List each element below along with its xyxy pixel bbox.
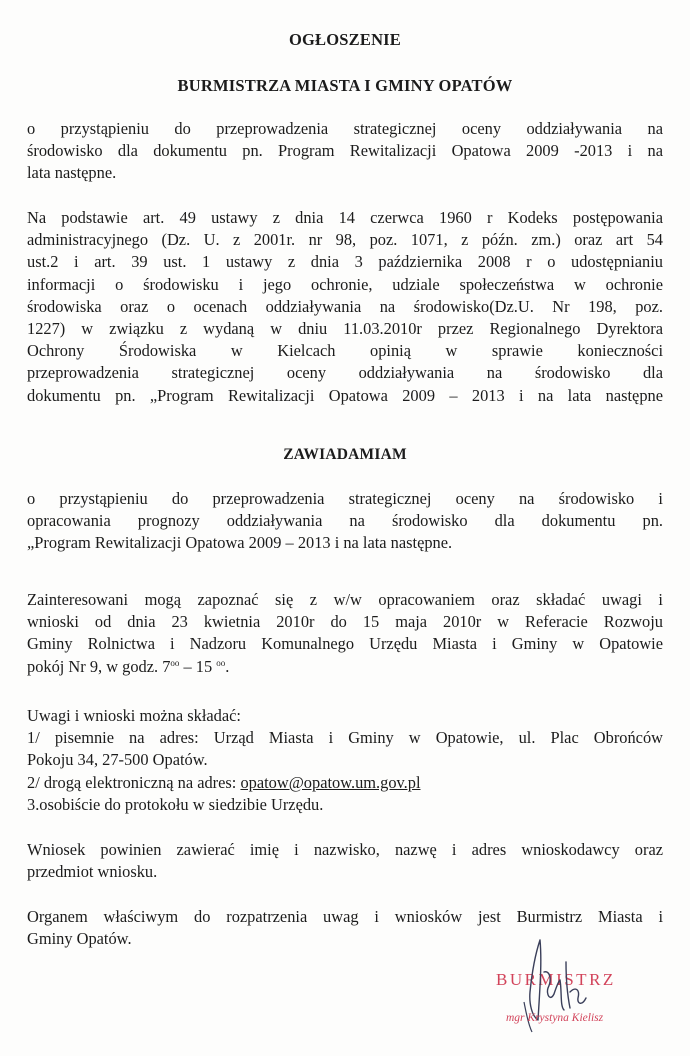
hours-end-superscript: oo (216, 657, 226, 668)
text-line: Wniosek powinien zawierać imię i nazwisko, nazwę i adres wnioskodawcy oraz (27, 840, 663, 859)
text-line: Organem właściwym do rozpatrzenia uwag i wniosków jest Burmistrz Miasta i (27, 907, 663, 926)
handwritten-signature (480, 932, 680, 1042)
submission-paragraph (27, 705, 663, 816)
signature-stroke (530, 940, 586, 1020)
text-line: Uwagi i wnioski można składać: (27, 706, 241, 725)
text-line: dokumentu pn. „Program Rewitalizacji Opatowa 2009 – 2013 i na lata następne (27, 385, 663, 405)
text-line: 1/ pisemnie na adres: Urząd Miasta i Gminy w Opatowie, ul. Plac Obrońców (27, 728, 663, 748)
consultation-paragraph (27, 589, 663, 678)
text-line: Na podstawie art. 49 ustawy z dnia 14 czerwca 1960 r Kodeks postępowania (27, 208, 663, 227)
stamp-signatory-name: mgr Krystyna Kielisz (506, 1012, 604, 1024)
text-line: lata następne. (27, 163, 117, 183)
text-line: wnioski od dnia 23 kwietnia 2010r do 15 maja 2010r w Referacie Rozwoju (27, 612, 663, 632)
text-line: o przystąpieniu do przeprowadzenia strategicznej oceny na środowisko i (27, 489, 663, 508)
text-line: administracyjnego (Dz. U. z 2001r. nr 98, poz. 1071, z późn. zm.) oraz art 54 (27, 230, 663, 250)
text-line: 3.osobiście do protokołu w siedzibie Urzędu. (27, 794, 324, 814)
intro-paragraph (27, 118, 663, 185)
text-line: informacji o środowisku i jego ochronie, udziale społeczeństwa w ochronie (27, 274, 663, 294)
hours-middle: – 15 (179, 656, 217, 676)
text-line: Gminy Rolnictwa i Nadzoru Komunalnego Urzędu Miasta i Gminy w Opatowie (27, 634, 663, 654)
application-paragraph (27, 839, 663, 883)
text-line: środowiska oraz o ocenach oddziaływania na środowisko(Dz.U. Nr 198, poz. (27, 296, 663, 316)
stamp-title: BURMISTRZ (496, 970, 616, 989)
text-line: 1227) w związku z wydaną w dniu 11.03.2010r przez Regionalnego Dyrektora (27, 319, 663, 339)
notice-paragraph (27, 488, 663, 555)
text-line: Pokoju 34, 27-500 Opatów. (27, 750, 208, 770)
legal-basis-paragraph (27, 207, 663, 407)
text-line: przeprowadzenia strategicznej oceny oddziaływania na środowisko dla (27, 363, 663, 383)
hours-start-superscript: oo (170, 657, 180, 668)
email-line (27, 772, 663, 794)
text-line: Zainteresowani mogą zapoznać się z w/w opracowaniem oraz składać uwagi i (27, 590, 663, 609)
office-hours-line (27, 656, 663, 678)
notice-heading: ZAWIADAMIAM (283, 446, 407, 463)
email-prefix: 2/ drogą elektroniczną na adres: (27, 772, 241, 792)
text-line: Gminy Opatów. (27, 929, 132, 949)
hours-prefix: pokój Nr 9, w godz. 7 (27, 656, 171, 676)
text-line: opracowania prognozy oddziaływania na środowisko dla dokumentu pn. (27, 511, 663, 531)
official-stamp (480, 932, 680, 1042)
text-line: Ochrony Środowiska w Kielcach opinią w sprawie konieczności (27, 341, 663, 361)
email-link[interactable]: opatow@opatow.um.gov.pl (240, 772, 421, 792)
text-line: o przystąpieniu do przeprowadzenia strategicznej oceny oddziaływania na (27, 119, 663, 138)
text-line: „Program Rewitalizacji Opatowa 2009 – 2013 i na lata następne. (27, 533, 453, 553)
text-line: przedmiot wniosku. (27, 862, 158, 882)
hours-suffix: . (225, 656, 230, 676)
text-line: ust.2 i art. 39 ust. 1 ustawy z dnia 3 października 2008 r o udostępnianiu (27, 252, 663, 272)
text-line: środowisko dla dokumentu pn. Program Rewitalizacji Opatowa 2009 -2013 i na (27, 141, 663, 161)
document-title: OGŁOSZENIE (288, 30, 402, 49)
document-subtitle: BURMISTRZA MIASTA I GMINY OPATÓW (177, 76, 513, 95)
